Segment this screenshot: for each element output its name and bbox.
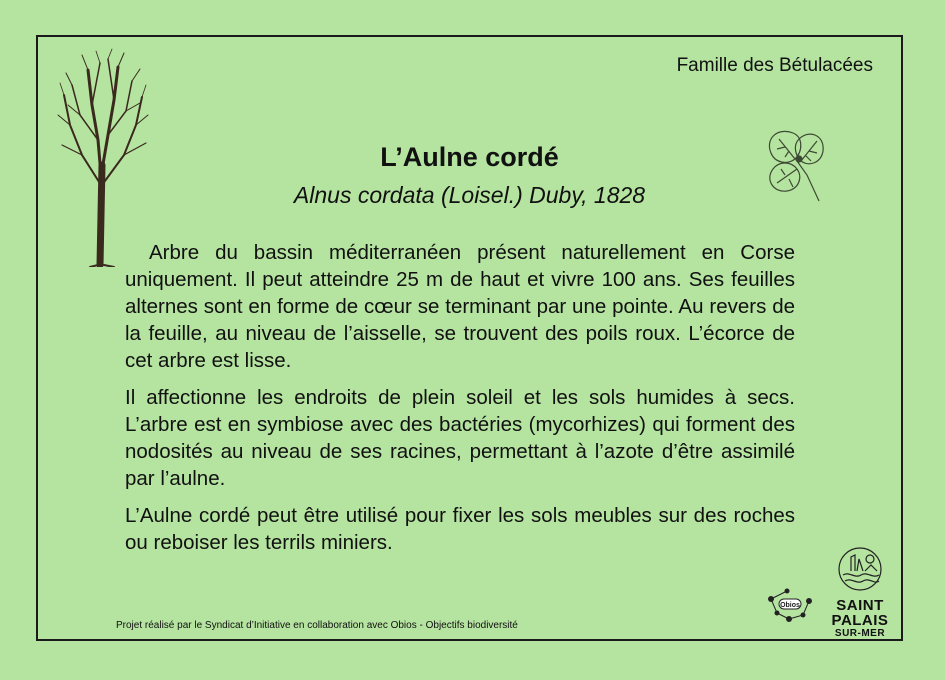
footer-credit: Projet réalisé par le Syndicat d’Initiative en collaboration avec Obios - Objectifs biodiversité: [116, 620, 518, 631]
page-title: L’Aulne cordé: [380, 142, 559, 172]
logo-palais: PALAIS: [831, 612, 889, 629]
logo-saint: SAINT: [836, 597, 884, 614]
obios-label: Obios: [780, 602, 800, 609]
latin-name: Alnus cordata (Loisel.) Duby, 1828: [293, 182, 646, 208]
obios-logo: [765, 585, 815, 625]
logo-sur-mer: SUR-MER: [834, 628, 886, 639]
description-paragraph-3: L’Aulne cordé peut être utilisé pour fixer les sols meubles sur des roches ou reboiser les terrils miniers.: [125, 504, 795, 554]
description-paragraph-1: Arbre du bassin méditerranéen présent naturellement en Corse uniquement. Il peut atteindre 25 m de haut et vivre 100 ans. Ses feuilles alternes sont en forme de cœur se terminant par une pointe. Au revers de la feuille, au niveau de l’aisselle, se trouvent des poils roux. L’écorce de cet arbre est lisse.: [125, 241, 795, 372]
saint-palais-logo: [828, 545, 892, 639]
saint-palais-emblem: [837, 545, 883, 593]
sign-panel: [36, 35, 903, 641]
description: [125, 239, 795, 566]
description-paragraph-2: Il affectionne les endroits de plein soleil et les sols humides à secs. L’arbre est en symbiose avec des bactéries (mycorhizes) qui forment des nodosités au niveau de ses racines, permettant à l’azote d’être assimilé par l’aulne.: [125, 386, 795, 490]
family-label: Famille des Bétulacées: [676, 55, 873, 76]
